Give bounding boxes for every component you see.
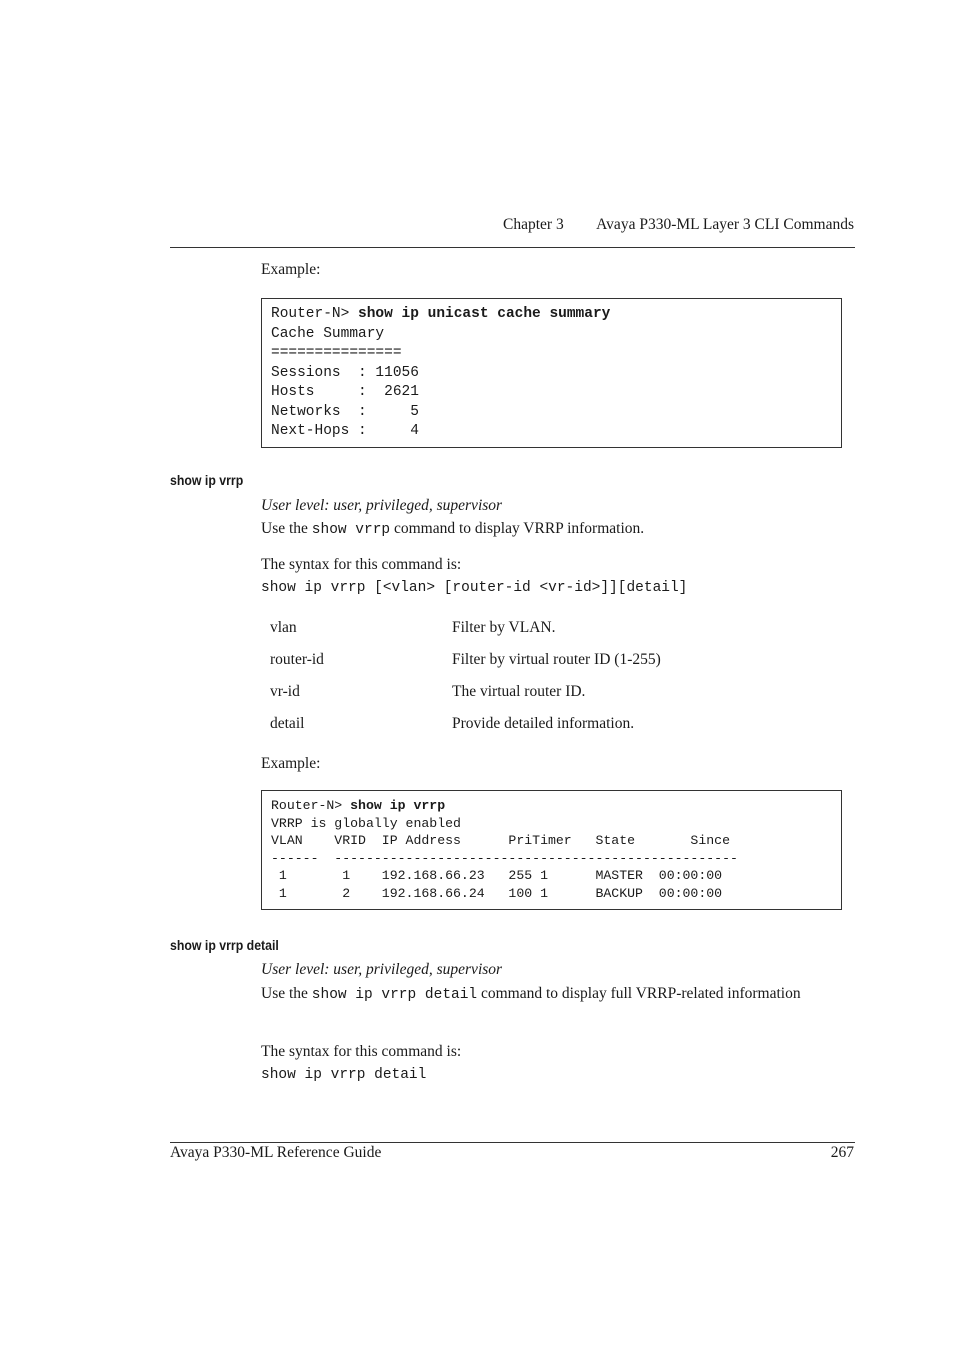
- description: [261, 519, 821, 540]
- param-name: router-id: [270, 651, 324, 668]
- code-line: Next-Hops : 4: [271, 423, 419, 439]
- description-text: command to display full VRRP-related information: [477, 985, 801, 1002]
- code-block-vrrp: [261, 790, 842, 910]
- param-name: vr-id: [270, 683, 300, 700]
- description-text: command to display VRRP information.: [390, 520, 645, 537]
- example-label-1: Example:: [261, 261, 321, 278]
- code-block-cache-summary: [261, 298, 842, 448]
- code-prompt: Router-N>: [271, 798, 351, 813]
- example-label-2: Example:: [261, 755, 321, 772]
- header-title: Avaya P330-ML Layer 3 CLI Commands: [596, 216, 854, 233]
- section-heading-show-ip-vrrp-detail: show ip vrrp detail: [170, 937, 279, 953]
- footer-guide-title: Avaya P330-ML Reference Guide: [170, 1144, 382, 1161]
- param-desc: Filter by virtual router ID (1-255): [452, 651, 661, 668]
- header-rule: [170, 247, 855, 248]
- description: [261, 984, 821, 1005]
- code-prompt: Router-N>: [271, 306, 359, 322]
- header-chapter: Chapter 3: [503, 216, 564, 233]
- code-line: ------ ---------------------------------------------------: [271, 850, 738, 866]
- code-command: show ip vrrp: [350, 798, 446, 813]
- param-desc: Provide detailed information.: [452, 715, 635, 732]
- syntax-intro: The syntax for this command is:: [261, 1043, 462, 1060]
- syntax-intro: The syntax for this command is:: [261, 556, 462, 573]
- footer-rule: [170, 1142, 855, 1143]
- param-desc: Filter by VLAN.: [452, 619, 556, 636]
- user-level: User level: user, privileged, supervisor: [261, 961, 503, 978]
- code-line: Sessions : 11056: [271, 364, 419, 381]
- code-line: ===============: [271, 345, 402, 361]
- code-command: show ip unicast cache summary: [358, 306, 611, 322]
- syntax-line: show ip vrrp detail: [261, 1067, 427, 1083]
- code-line: 1 2 192.168.66.24 100 1 BACKUP 00:00:00: [271, 885, 723, 901]
- description-text: Use the: [261, 520, 312, 537]
- code-line: 1 1 192.168.66.23 255 1 MASTER 00:00:00: [271, 868, 723, 884]
- page-number: 267: [830, 1144, 854, 1161]
- code-line-command: [271, 305, 832, 325]
- code-line: Networks : 5: [271, 403, 419, 420]
- code-line: Cache Summary: [271, 325, 385, 342]
- code-line: VLAN VRID IP Address PriTimer State Since: [271, 833, 730, 849]
- code-line: Hosts : 2621: [271, 384, 419, 400]
- code-line-command: [271, 797, 832, 815]
- syntax-line: show ip vrrp [<vlan> [router-id <vr-id>]][detail]: [261, 580, 688, 596]
- section-heading-show-ip-vrrp: show ip vrrp: [170, 472, 244, 488]
- code-line: VRRP is globally enabled: [271, 815, 461, 831]
- user-level: User level: user, privileged, supervisor: [261, 497, 503, 514]
- inline-code: show vrrp: [311, 522, 391, 538]
- inline-code: show ip vrrp detail: [311, 987, 478, 1003]
- param-desc: The virtual router ID.: [452, 683, 586, 700]
- description-text: Use the: [261, 985, 312, 1002]
- param-name: detail: [270, 715, 305, 732]
- param-name: vlan: [270, 619, 297, 636]
